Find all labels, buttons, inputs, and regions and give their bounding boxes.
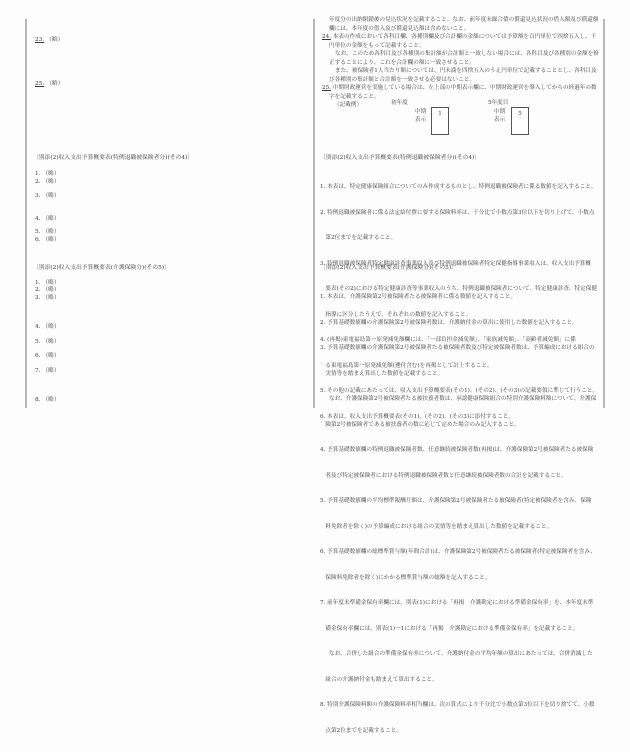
section5-notes <box>320 276 604 752</box>
text-line: 25. 中期財政運営を実施している場合は、左上部の中期表示欄に、中期財政運営を導入してからの経過年の数 <box>322 85 597 91</box>
list-item <box>35 292 60 301</box>
text-line: （略） <box>42 237 60 243</box>
text-line: 者及び特定被保険者における特例退職被保険者数と任意継続被保険者数の合計を記載すること。 <box>320 472 567 479</box>
text-line: 5. その他の記載にあたっては、収入支出予算概要表(その1)、(その2)、(その3)の記載要領に準じて行うこと。 <box>320 388 599 394</box>
text-line: 欄には、本年度の借入及び償還見込額は含めないこと。 <box>329 25 470 32</box>
text-line: （略） <box>42 179 60 185</box>
text-line: （略） <box>42 216 60 222</box>
text-line: 備金保有率欄には、別表(1)一1における「再掲 介護勘定における準備金保有率」を記載すること。 <box>320 625 579 632</box>
text-line: 1. 本表は、特定健康保険組合についてのみ作成するものとし、特例退職被保険者に係る数値を記入すること。 <box>320 184 597 190</box>
list-item <box>35 394 60 403</box>
text-line: 6. <box>35 353 41 359</box>
text-line: 24. 本表の作成において各科目欄、各種別欄及び合計欄の金額については予算額を百円単位で四捨五入し、千 <box>322 34 597 40</box>
text-line: 6. 本表は、収入支出予算概要表(その1)、(その2)、(その3)に添付すること。 <box>320 413 514 420</box>
text-line: （略） <box>42 193 60 199</box>
section-title: 〔別添(2)収入支出予算概要表(介護保険分)(その5)〕 <box>320 265 457 271</box>
text-line: 年度分の出納閉鎖後の見込状況を記載すること。なお、前年度末繰合債の償還見込状況の借入額及び償還額 <box>329 17 599 23</box>
notes-continued <box>322 16 604 110</box>
text-line: 5. 予算基礎数値欄の平均標準報酬月額は、介護保険第2号被保険者たる被保険者(特定被保険者を含み、保険 <box>320 498 592 504</box>
text-line: （略） <box>42 353 60 359</box>
center-divider <box>313 19 315 408</box>
text-line: （略） <box>42 229 60 235</box>
text-line: 3. 特例退職被保険者特定健康診査事業収入及び特例退職被保険者特定保健指導事業収入は、収入支出予算概 <box>320 260 592 267</box>
text-line: 組合の介護納付金も踏まえて算出すること。 <box>320 676 438 683</box>
text-line: 円単位の金額をもって記載すること。 <box>329 42 425 49</box>
text-line: 料免除者を除く)の予算編成における組合の実情等を踏まえ算出した数値を記載すること。 <box>320 523 553 530</box>
text-line: 4. 予算基礎数値欄の特例退職被保険者数、任意継続被保険者数(再掲)は、介護保険第2号被保険者たる被保険 <box>320 447 594 453</box>
text-line: なお、介護保険第2号被保険者たる被扶養者数は、承認健康保険組合の特別介護保険料額について、介護保 <box>320 396 597 402</box>
mid-term-indicator-box: 5 <box>511 107 529 135</box>
text-line: 第2位までを記載すること。 <box>320 235 397 241</box>
text-line: 険第2号被保険者である被扶養者の数に応じて定めた場合のみ記入すること。 <box>320 421 520 428</box>
text-line: また、被保険者1人当たり額については、円未満を四捨五入のうえ円単位で記載することとし、各科目及 <box>335 68 597 74</box>
text-line: 保険料免除者を除く)にかかる標準賞与額の総額を記入すること。 <box>320 574 491 581</box>
text-line: 点第2位までを記載すること。 <box>320 727 402 734</box>
text-line: 5. <box>35 339 41 345</box>
left-panel-border <box>25 19 27 408</box>
section-title: 〔別添(2)収入支出予算概要表(特例退職被保険者分)(その4)〕 <box>33 155 194 161</box>
text-line: 3. <box>35 295 41 301</box>
text-line: （略） <box>46 37 64 43</box>
list-item <box>35 350 60 359</box>
text-line: 2. 特例退職被保険者に係る法定給付費に要する保険料率は、千分比で小数点第3位以下を切り上げて、小数点 <box>320 209 595 216</box>
text-line: 23. <box>35 37 45 43</box>
section-title: 〔別添(2)収入支出予算概要表(特例退職被保険者分)(その4)〕 <box>320 155 481 161</box>
text-line: （略） <box>42 287 60 293</box>
text-line: 5. <box>35 229 41 235</box>
text-line: 2. <box>35 179 41 185</box>
text-line: （記載例） <box>334 102 363 108</box>
list-item <box>35 336 60 345</box>
list-item <box>35 34 63 43</box>
text-line: （略） <box>42 324 60 330</box>
text-line: 7. <box>35 368 41 374</box>
text-line: 4. (再掲)東電福島第一原発減免額欄には、「一部負担金減免額」、「家族減免額」、「高齢者減免額」に係 <box>320 337 576 343</box>
list-item <box>35 78 63 87</box>
text-line: なお、合併した組合の準備金保有率について、介護納付金の平均年額の算出にあたっては、合併消滅した <box>320 651 593 657</box>
text-line: 8. 特別介護保険料額の介護保険料率相当欄は、次の算式により千分比で小数点第3位以下を切り捨てて、小数 <box>320 702 595 708</box>
list-item <box>35 190 60 199</box>
text-line: 3. 予算基礎数値欄の介護保険第2号被保険者たる被保険者数及び特定被保険者数は、予算編成における組合の <box>320 345 595 351</box>
text-line: （略） <box>42 280 60 286</box>
text-line: 4. <box>35 324 41 330</box>
text-line: 字を記載すること。 <box>329 93 380 100</box>
text-line: 2. <box>35 287 41 293</box>
list-item <box>35 321 60 330</box>
list-item <box>35 365 60 374</box>
text-line: （略） <box>46 81 64 87</box>
text-line: 8. <box>35 397 41 403</box>
text-line: 6. <box>35 237 41 243</box>
section-title: 〔別添(2)収入支出予算概要表(介護保険分)(その5)〕 <box>33 265 170 271</box>
list-item <box>35 176 60 185</box>
text-line: 正することにより、これを合計欄の額に一致させること。 <box>329 59 475 66</box>
text-line: 1. 本表は、介護保険第2号被保険者たる被保険者に係る数値を記入すること。 <box>320 294 517 300</box>
text-line: 1. <box>35 280 41 286</box>
text-line: 指導に区分したうえで、それぞれの数値を記入すること。 <box>320 311 472 318</box>
text-line: び各種別の集計額と合計額を一致させる必要はないこと。 <box>329 76 475 83</box>
text-line: なお、このため各科目及び各種別の集計額が合計額と一致しない場合には、各科目及び各種別の金額を修 <box>335 51 599 57</box>
list-item <box>35 234 60 243</box>
text-line: （略） <box>42 295 60 301</box>
text-line: 7. 前年度末準備金保有率欄には、別表(1)における「再掲 介護勘定における準備金保有率」を、本年度末準 <box>320 600 594 606</box>
list-item <box>35 213 60 222</box>
text-line: 25. <box>35 81 45 87</box>
text-line: 4. <box>35 216 41 222</box>
text-line: る東電福島第一原発減免額(遡付含む)を再掲として計上すること。 <box>320 362 493 369</box>
text-line: 3. <box>35 193 41 199</box>
text-line: （略） <box>42 171 60 177</box>
mid-term-indicator-box: 1 <box>431 107 449 135</box>
text-line: （略） <box>42 339 60 345</box>
text-line: （略） <box>42 368 60 374</box>
text-line: 実情等を踏まえ算出した数値を記載すること。 <box>320 370 444 377</box>
text-line: 1. <box>35 171 41 177</box>
text-line: 2. 予算基礎数値欄の介護保険第2号被保険者数は、介護納付金の算出に使用した数値を記入すること。 <box>320 319 578 326</box>
text-line: （略） <box>42 397 60 403</box>
text-line: 6. 予算基礎数値欄の総標準賞与額(年間合計)は、介護保険第2号被保険者たる被保険者(特定被保険者を含み、 <box>320 549 596 555</box>
text-line: 要表(その2)における特定健康診査等事業収入のうち、特例退職被保険者について、特定健康診査、特定保健 <box>320 286 598 292</box>
